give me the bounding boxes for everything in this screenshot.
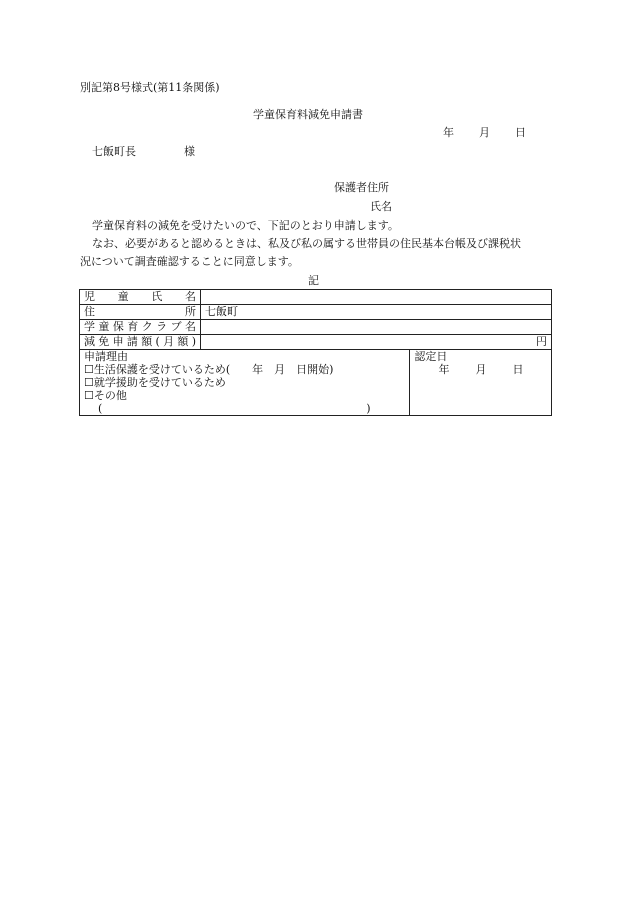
child-name-label: 児童氏名 [80,290,201,305]
date-year: 年 [443,126,454,139]
club-name-label: 学童保育クラブ名 [80,320,201,335]
date-day: 日 [515,126,526,139]
approval-month: 月 [475,363,487,376]
reason-cell [80,350,410,416]
approval-date[interactable] [414,363,547,376]
date-month: 月 [479,126,490,139]
form-identifier: 別記第8号様式(第11条関係) [80,81,220,94]
table-row [80,305,552,320]
table-row [80,290,552,305]
reason-heading: 申請理由 [84,350,128,363]
amount-label: 減免申請額(月額) [80,335,201,350]
amount-field[interactable]: 円 [201,335,552,350]
approval-day: 日 [512,363,524,376]
address-field[interactable]: 七飯町 [201,305,552,320]
approval-heading: 認定日 [414,350,448,363]
reason-option-other[interactable]: ☐その他 [84,389,127,402]
table-row [80,335,552,350]
reason-option-school-aid[interactable]: ☐就学援助を受けているため [84,376,226,389]
body-text-line-3: 況について調査確認することに同意します。 [80,255,299,268]
approval-year: 年 [438,363,450,376]
application-table [79,289,552,416]
applicant-name-label: 氏名 [370,200,392,213]
child-name-field[interactable] [201,290,552,305]
reason-other-details[interactable]: ( ) [98,402,371,415]
applicant-address-label: 保護者住所 [334,181,389,194]
body-text-line-2: なお、必要があると認めるときは、私及び私の属する世帯員の住民基本台帳及び課税状 [92,237,521,250]
club-name-field[interactable] [201,320,552,335]
ki-heading: 記 [308,274,319,287]
table-row [80,350,552,416]
table-row [80,320,552,335]
document-title: 学童保育料減免申請書 [253,108,363,121]
reason-option-welfare[interactable]: ☐生活保護を受けているため( 年 月 日開始) [84,363,334,376]
body-text-line-1: 学童保育料の減免を受けたいので、下記のとおり申請します。 [92,219,399,232]
address-label: 住所 [80,305,201,320]
application-date [443,126,526,140]
addressee-honorific: 様 [184,145,195,158]
addressee-name: 七飯町長 [92,145,136,158]
addressee [92,145,195,159]
approval-cell [410,350,552,416]
